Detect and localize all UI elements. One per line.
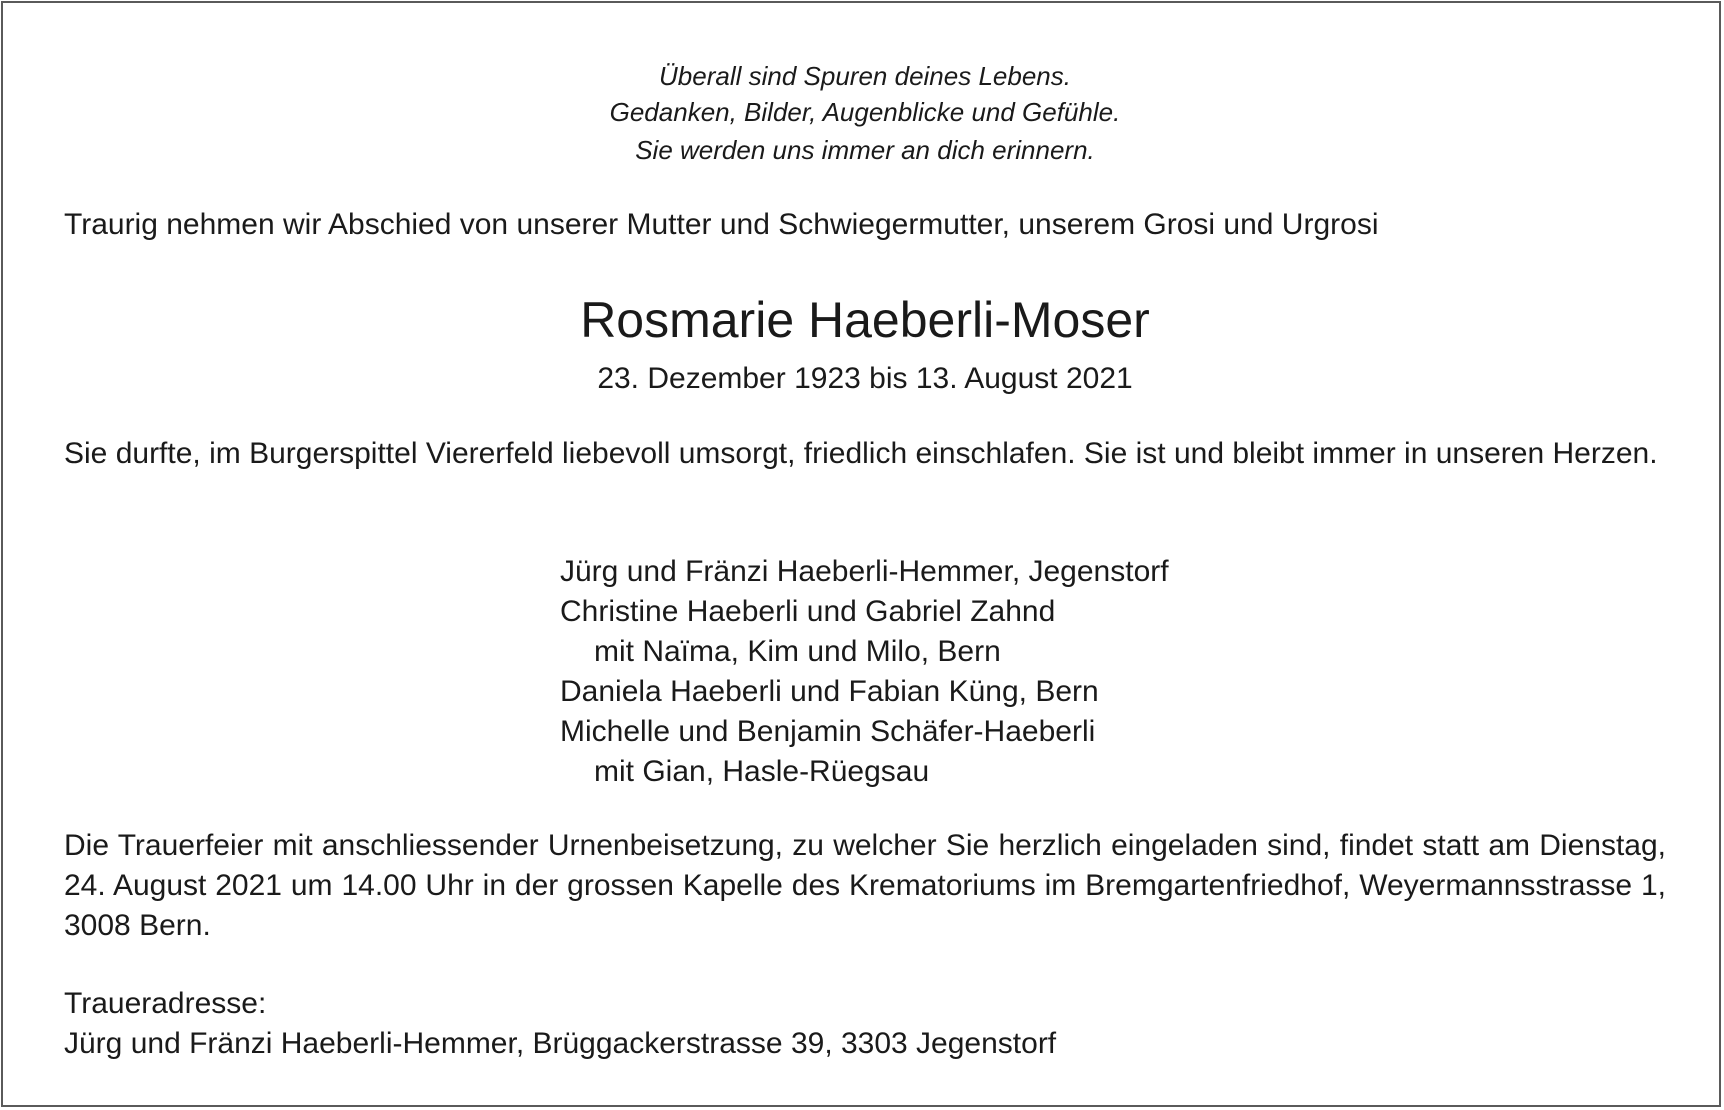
life-dates: 23. Dezember 1923 bis 13. August 2021 xyxy=(597,362,1133,395)
mourner-line-indented: mit Gian, Hasle-Rüegsau xyxy=(594,755,930,788)
obituary-notice xyxy=(1,1,1721,1107)
motto-line-3: Sie werden uns immer an dich erinnern. xyxy=(635,135,1095,165)
mourning-address xyxy=(64,984,1056,1064)
mourning-address-label: Traueradresse: xyxy=(64,987,267,1020)
motto-line-1: Überall sind Spuren deines Lebens. xyxy=(659,61,1071,91)
mourner-line: Daniela Haeberli und Fabian Küng, Bern xyxy=(560,675,1099,708)
mourning-address-value: Jürg und Fränzi Haeberli-Hemmer, Brüggackerstrasse 39, 3303 Jegenstorf xyxy=(64,1027,1057,1060)
mourner-line: Jürg und Fränzi Haeberli-Hemmer, Jegenstorf xyxy=(560,555,1169,588)
mourner-line: Michelle und Benjamin Schäfer-Haeberli xyxy=(560,715,1096,748)
deceased-name: Rosmarie Haeberli-Moser xyxy=(580,292,1150,348)
mourner-line-indented: mit Naïma, Kim und Milo, Bern xyxy=(594,635,1001,668)
mourners-list xyxy=(560,552,1169,792)
ceremony-text: Die Trauerfeier mit anschliessender Urnenbeisetzung, zu welcher Sie herzlich eingeladen sind, findet statt am Dienstag, 24. August 2021 um 14.00 Uhr in der grossen Kapelle des Krematoriums im Bremgartenfriedhof, Weyermannsstrasse 1, 3008 Bern. xyxy=(64,829,1666,942)
mourner-line: Christine Haeberli und Gabriel Zahnd xyxy=(560,595,1056,628)
passing-text: Sie durfte, im Burgerspittel Viererfeld liebevoll umsorgt, friedlich einschlafen. Sie ist und bleibt immer in unseren Herzen. xyxy=(64,437,1658,470)
motto-line-2: Gedanken, Bilder, Augenblicke und Gefühle. xyxy=(609,97,1121,127)
intro-text: Traurig nehmen wir Abschied von unserer Mutter und Schwiegermutter, unserem Grosi und Urgrosi xyxy=(64,208,1379,241)
